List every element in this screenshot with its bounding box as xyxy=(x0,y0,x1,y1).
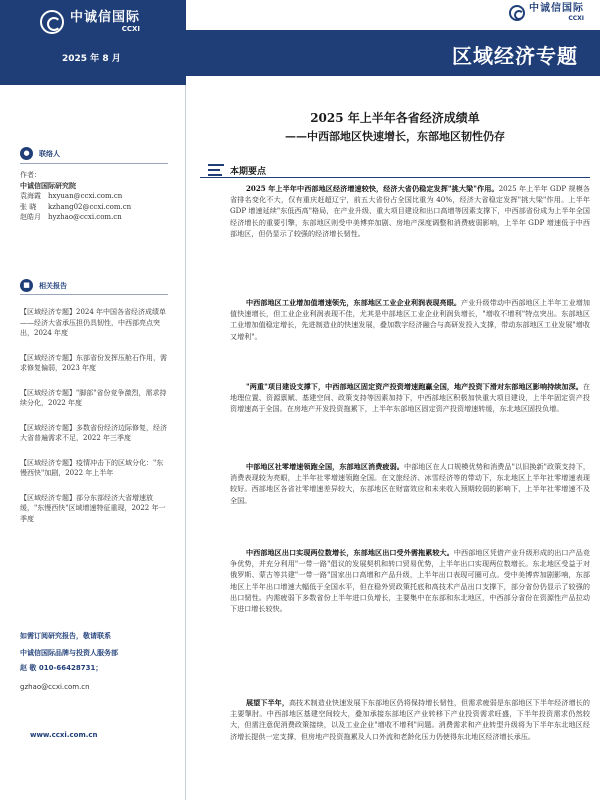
report-header xyxy=(0,0,600,85)
author-label: 作者： xyxy=(20,171,41,179)
paragraph-body: 产业升级带动中西部地区上半年工业增加值快速增长，但工业企业利润表现不佳，尤其是中部地区工业企业利润负增长，"增收不增利"特点突出。东部地区工业增加值稳定增长，先进制造业的快速发展，叠加数字经济融合与高研发投入支撑，带动东部地区工业发展"增收又增利"。 xyxy=(230,298,590,341)
document-icon: ■ xyxy=(20,279,33,292)
summary-paragraph xyxy=(230,697,590,742)
related-report-link[interactable]: 【区域经济专题】"脚部"省份竞争激烈，需求持续分化，2022 年度 xyxy=(20,388,167,407)
section-title: 区域经济专题 xyxy=(452,44,578,68)
paragraph-body: 在地理位置、资源禀赋、基建空间、政策支持等因素加持下，中西部地区积极加快重大项目建设，上半年固定资产投资增速高于全国。在房地产开发投资拖累下，上半年东部地区固定资产投资增速转缓，东北地区固投负增。 xyxy=(230,382,590,414)
contact-email[interactable]: gzhao@ccxi.com.cn xyxy=(20,683,90,691)
report-subtitle: ——中西部地区快速增长，东部地区韧性仍存 xyxy=(285,130,505,143)
logo-text-en: CCXI xyxy=(121,25,141,33)
summary-paragraph xyxy=(230,381,590,415)
logo-small-text-en: CCXI xyxy=(568,15,584,22)
summary-paragraph xyxy=(230,183,590,239)
paragraph-lead: 中西部地区工业增加值增速领先，东部地区工业企业利润表现亮眼。 xyxy=(246,298,462,307)
person-icon: ● xyxy=(20,147,33,160)
author-name: 张 晓 xyxy=(20,202,37,211)
paragraph-lead: 2025 年上半年中西部地区经济增速较快，经济大省仍稳定发挥"挑大梁"作用。 xyxy=(246,184,499,193)
summary-paragraph xyxy=(230,461,590,506)
related-section-heading xyxy=(20,279,67,292)
author-row xyxy=(20,212,170,223)
report-title: 2025 年上半年各省经济成绩单 xyxy=(310,111,480,125)
related-report-link[interactable]: 【区域经济专题】2024 年中国各省经济成绩单——经济大省承压担仍具韧性，中西部亮点突出，2024 年度 xyxy=(20,308,167,337)
website-link[interactable]: www.ccxi.com.cn xyxy=(30,731,98,739)
paragraph-lead: 中西部地区出口实现两位数增长，东部地区出口受外需拖累较大。 xyxy=(246,548,454,557)
ccxi-logo-icon xyxy=(40,10,64,34)
report-date: 2025 年 8 月 xyxy=(62,54,121,64)
related-report-list xyxy=(20,307,170,538)
author-name: 赵皓月 xyxy=(20,213,41,221)
author-row xyxy=(20,191,170,202)
contact-heading-label: 联络人 xyxy=(39,149,60,158)
author-email[interactable]: kzhang02@ccxi.com.cn xyxy=(48,202,132,211)
author-row xyxy=(20,202,170,213)
paragraph-lead: 展望下半年， xyxy=(246,698,290,707)
author-name: 袁海霞 xyxy=(20,192,41,200)
contact-line: 中诚信国际品牌与投资人服务部 xyxy=(20,649,118,657)
paragraph-lead: "两重"项目建设支撑下，中西部地区固定资产投资增速跑赢全国，地产投资下滑对东部地区影响持续加深。 xyxy=(246,382,583,391)
related-heading-label: 相关报告 xyxy=(39,281,67,290)
author-email[interactable]: hyzhao@ccxi.com.cn xyxy=(48,213,122,221)
paragraph-body: 中西部地区凭借产业升级形成的出口产品竞争优势，并充分利用"一带一路"倡议的发展契机和转口贸易优势，上半年出口实现两位数增长。东北地区受益于对俄罗斯、蒙古等共建"一带一路"国家出口高增和产品升级，上半年出口表现可圈可点。受中美博弈加剧影响，东部地区上半年出口增速大幅低于全国水平，但在稳外贸政策托底和高技术产品出口支撑下，部分省份仍显示了较强的出口韧性。内需疲弱下多数省份上半年进口负增长，主要集中在东部和东北地区，中西部分省份在资源性产品拉动下进口增长较快。 xyxy=(230,548,591,614)
subscription-contact xyxy=(20,631,170,693)
sidebar xyxy=(0,85,186,800)
summary-paragraph xyxy=(230,297,590,342)
related-report-link[interactable]: 【区域经济专题】疫情冲击下的区域分化："东慢西快"加剧，2022 年上半年 xyxy=(20,458,164,477)
summary-divider xyxy=(200,177,590,178)
related-report-link[interactable]: 【区域经济专题】多数省份经济边际修复，经济大省普遍需求不足，2022 年三季度 xyxy=(20,423,167,442)
summary-heading xyxy=(208,163,266,177)
paragraph-body: 高技术制造业快速发展下东部地区仍将保持增长韧性，但需求疲弱是东部地区下半年经济增长的主要掣肘。中西部地区基建空间较大，叠加承接东部地区产业转移下产业投资需求旺盛，下半年投资需求仍然较大，但需注意促消费政策接续，以及工业企业"增收不增利"问题。消费需求和产业转型升级将为下半年东北地区经济增长提供一定支撑，但房地产投资拖累及人口外流和老龄化压力仍使得东北地区经济增长承压。 xyxy=(230,698,591,741)
paragraph-body: 中部地区在人口规模优势和消费品"以旧换新"政策支持下，消费表现较为亮眼，上半年社零增速领跑全国。在文旅经济、冰雪经济等的带动下，东北地区上半年社零增速表现较好。西部地区各省社零增速差异较大，东部地区在财富效应和未来收入预期较弱的影响下，上半年社零增速不及全国。 xyxy=(230,462,591,505)
author-org: 中诚信国际研究院 xyxy=(20,181,76,190)
paragraph-body: 2025 年上半年 GDP 规模各省排名变化不大，仅有重庆赶超辽宁，前五大省份占全国比重为 40%，经济大省稳定发挥"挑大梁"作用。上半年 GDP 增速延续"东低西高"格局，在产业升级、重大项目建设和出口高增等因素支撑下，中西部省份成为上半年全国经济增长的重要引擎，东部地区则受中美博弈加剧、房地产深度调整和消费疲弱影响，上半年 GDP 增速低于中西部地区，但仍显示了较强的经济增长韧性。 xyxy=(230,184,590,238)
divider xyxy=(20,163,168,164)
logo-small-text-cn: 中诚信国际 xyxy=(529,3,584,14)
summary-paragraph xyxy=(230,547,590,614)
contact-line: 如需订阅研究报告，敬请联系 xyxy=(20,632,111,640)
related-report-link[interactable]: 【区域经济专题】部分东部经济大省增速放缓，"东慢西快"区域增速特征重现，2022 年一季度 xyxy=(20,493,166,523)
ccxi-logo-small xyxy=(509,4,584,22)
contact-phone: 赵 敬 010-66428731； xyxy=(20,664,103,672)
ccxi-logo xyxy=(40,7,140,37)
logo-text-cn: 中诚信国际 xyxy=(70,10,141,25)
list-icon xyxy=(208,163,224,177)
author-list xyxy=(20,170,170,223)
paragraph-lead: 中部地区社零增速领跑全国，东部地区消费疲弱。 xyxy=(246,462,404,471)
header-left-panel xyxy=(0,0,186,85)
summary-label: 本期要点 xyxy=(230,166,267,177)
divider xyxy=(20,294,168,295)
related-report-link[interactable]: 【区域经济专题】东部省份发挥压舱石作用，需求修复偏弱，2023 年度 xyxy=(20,353,167,372)
author-email[interactable]: hxyuan@ccxi.com.cn xyxy=(48,192,123,200)
contact-section-heading xyxy=(20,147,60,160)
ccxi-logo-small-icon xyxy=(509,5,525,21)
